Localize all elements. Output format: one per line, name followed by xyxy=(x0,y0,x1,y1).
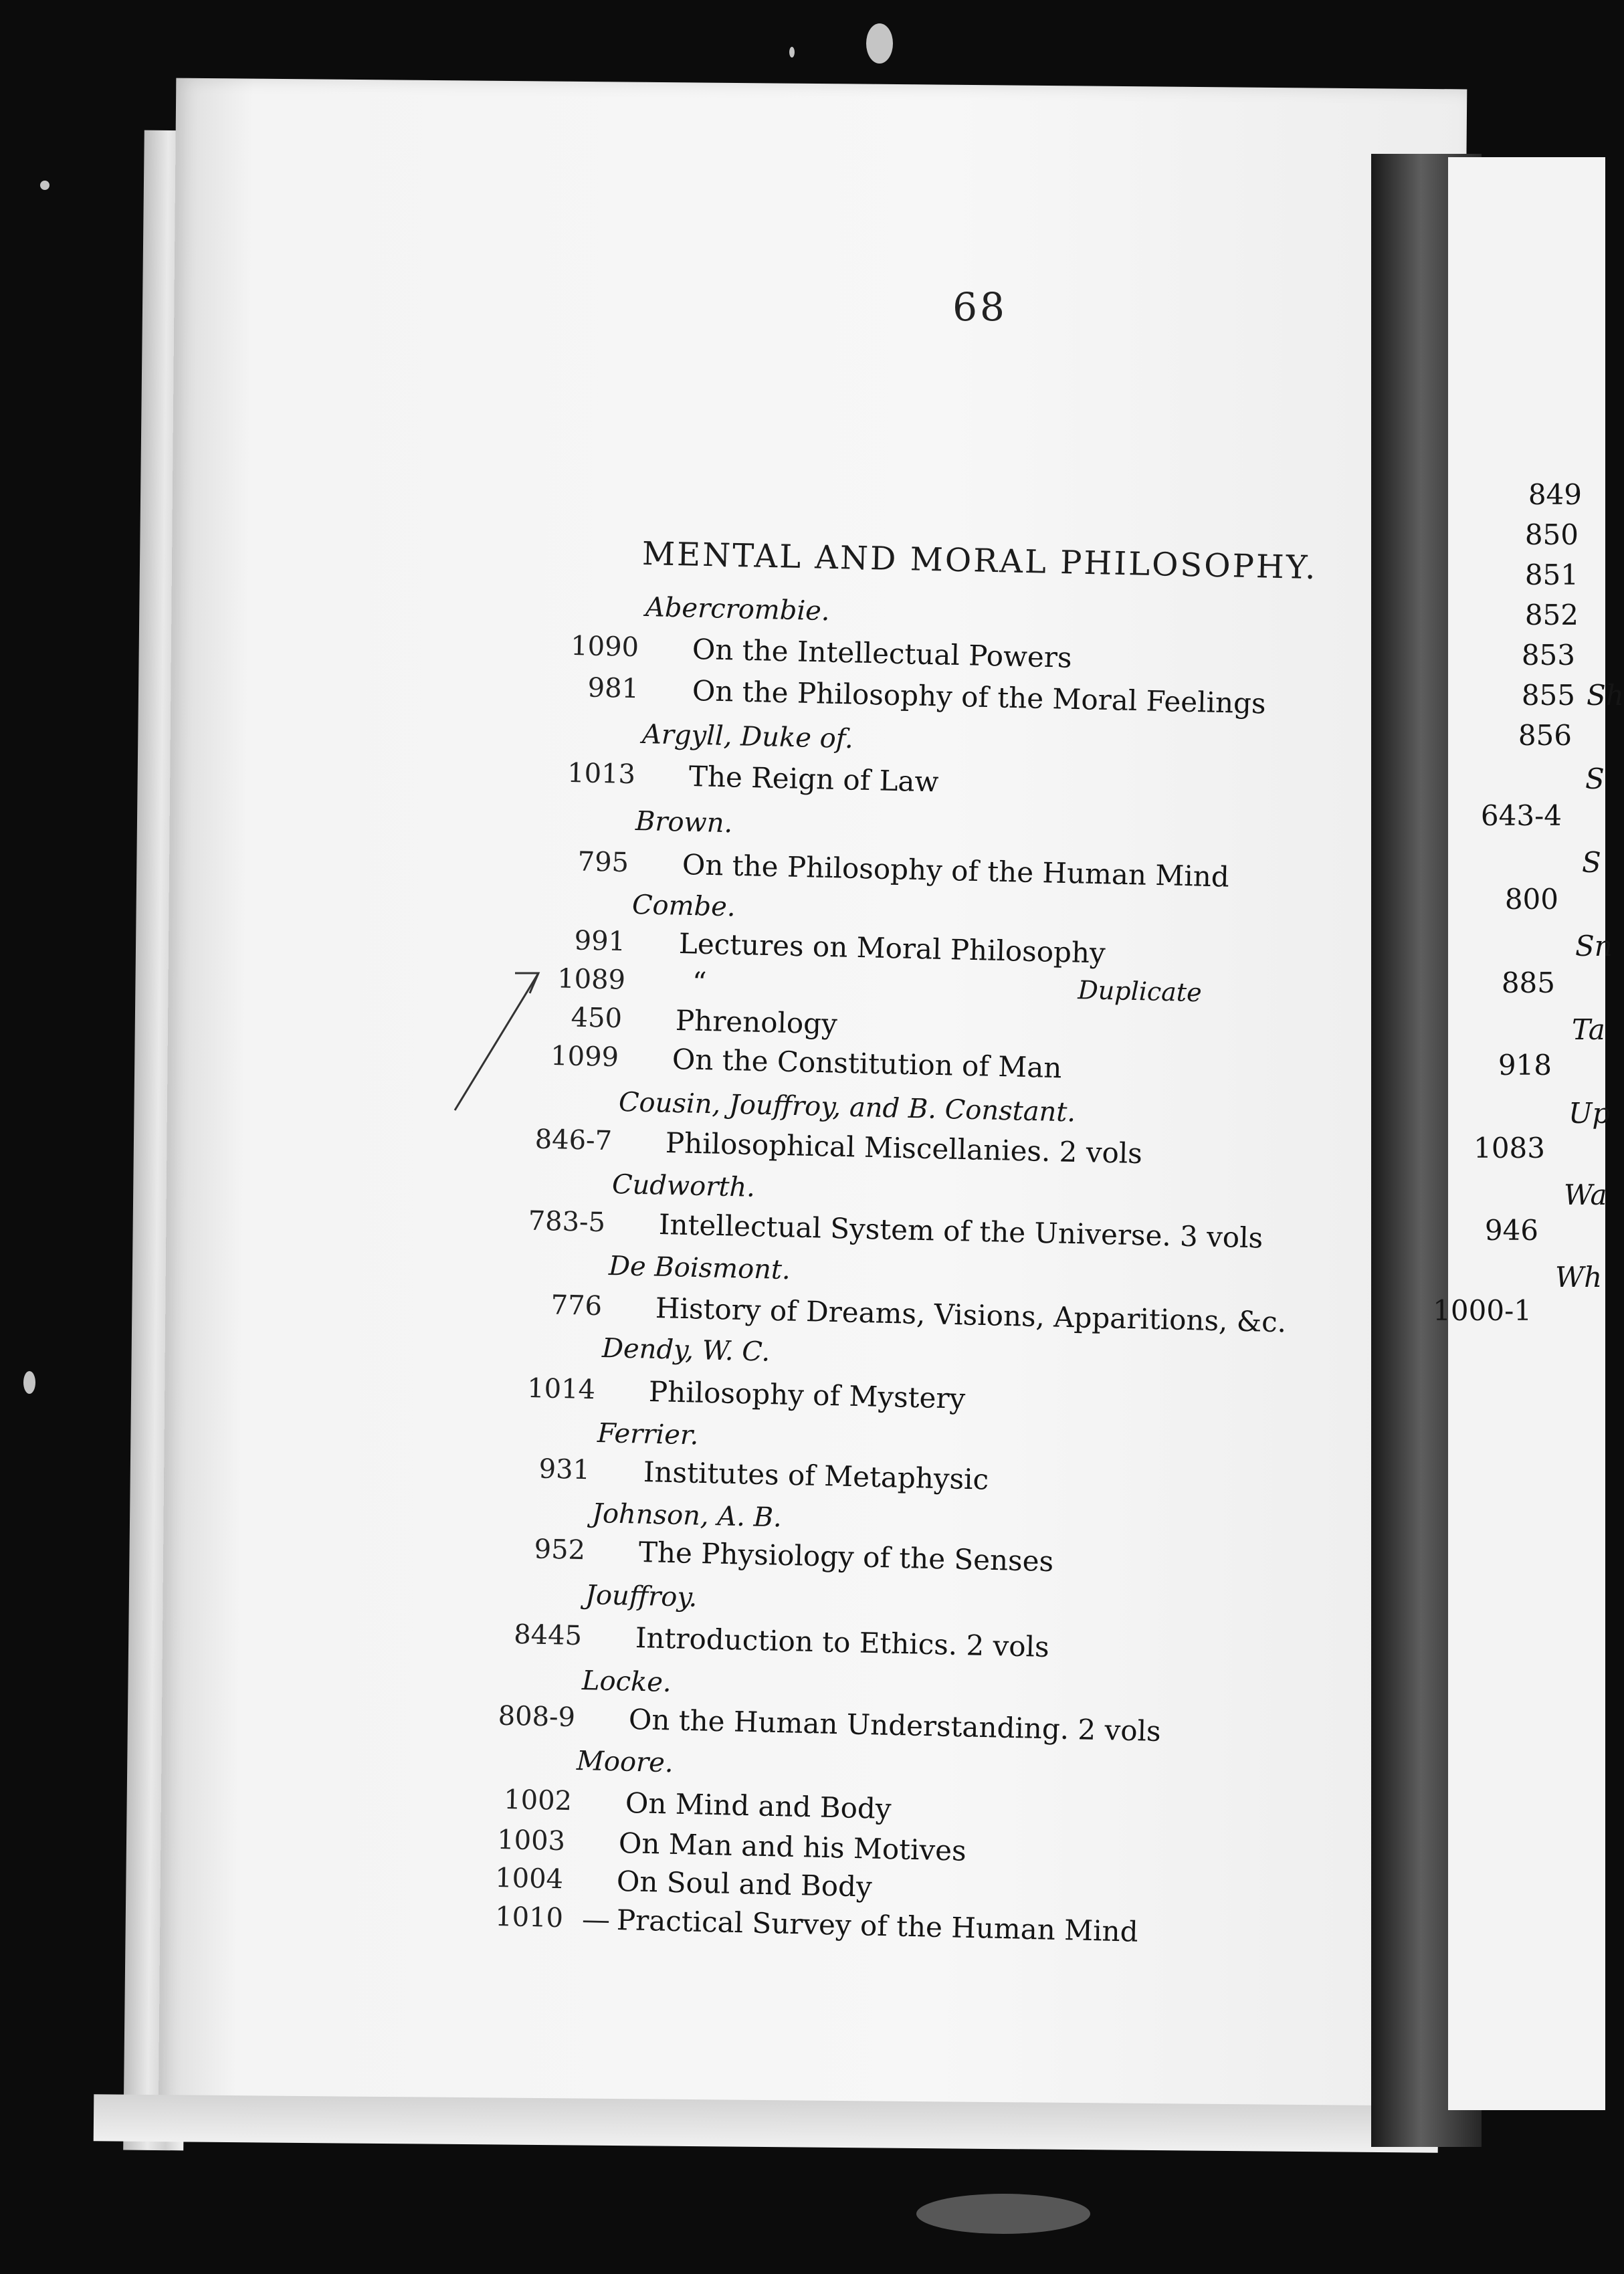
book-title: The Physiology of the Senses xyxy=(638,1536,1054,1578)
author-heading: Ferrier. xyxy=(597,1418,699,1451)
facing-letter-fragment: Sn xyxy=(1575,930,1613,962)
book-title: On Mind and Body xyxy=(625,1786,892,1826)
facing-letter-fragment: Wh xyxy=(1555,1261,1603,1294)
shelf-number: 8445 xyxy=(513,1619,583,1652)
book-title: On the Philosophy of the Human Mind xyxy=(682,848,1230,894)
book-title: On the Constitution of Man xyxy=(672,1043,1062,1085)
section-title: MENTAL AND MORAL PHILOSOPHY. xyxy=(641,535,1318,587)
book-title: History of Dreams, Visions, Apparitions, &c. xyxy=(655,1291,1287,1339)
facing-shelf-number: 850 xyxy=(1524,518,1579,551)
shelf-number: 846-7 xyxy=(534,1124,613,1157)
author-heading: Argyll, Duke of. xyxy=(641,719,854,755)
facing-letter-fragment: Ta xyxy=(1572,1013,1605,1046)
duplicate-note: Duplicate xyxy=(1077,975,1203,1008)
book-title: The Reign of Law xyxy=(688,760,940,799)
shelf-number: 952 xyxy=(534,1534,586,1566)
author-heading: Jouffroy. xyxy=(585,1580,698,1613)
book-title: On Man and his Motives xyxy=(618,1827,967,1867)
facing-shelf-number: 1083 xyxy=(1474,1132,1545,1164)
catalog-entry xyxy=(494,1862,873,1903)
shelf-number: 450 xyxy=(571,1002,623,1035)
author-heading: Cousin, Jouffroy, and B. Constant. xyxy=(618,1087,1076,1128)
shelf-number: 931 xyxy=(538,1453,591,1486)
facing-letter-fragment: S xyxy=(1582,846,1601,879)
shelf-number: 1010 xyxy=(494,1901,564,1934)
shelf-number: 808-9 xyxy=(498,1700,576,1734)
facing-shelf-number: 852 xyxy=(1524,599,1579,631)
book-title: Intellectual System of the Universe. 3 vols xyxy=(658,1208,1263,1255)
shelf-number: 776 xyxy=(550,1289,603,1322)
book-title: On the Human Understanding. 2 vols xyxy=(628,1703,1162,1748)
dust-speck xyxy=(23,1371,35,1394)
shelf-number: 981 xyxy=(587,672,639,705)
page-number: 68 xyxy=(952,284,1007,330)
dust-speck xyxy=(866,23,893,64)
facing-letter-fragment: Up xyxy=(1568,1097,1611,1130)
facing-shelf-number: 855 xyxy=(1521,679,1575,712)
shelf-number: 795 xyxy=(577,846,629,879)
facing-shelf-number: 643-4 xyxy=(1480,799,1562,832)
facing-letter-fragment: Wa xyxy=(1564,1178,1607,1211)
book-title: Institutes of Metaphysic xyxy=(643,1455,989,1496)
book-title: Introduction to Ethics. 2 vols xyxy=(635,1621,1050,1664)
facing-shelf-number: 849 xyxy=(1528,478,1582,511)
book-title: On the Intellectual Powers xyxy=(692,633,1073,674)
shelf-number: 1002 xyxy=(503,1784,573,1817)
catalog-entry xyxy=(550,1040,1062,1085)
facing-letter-fragment: S xyxy=(1585,762,1605,795)
facing-shelf-number: 851 xyxy=(1524,558,1579,591)
pencil-check-mark xyxy=(448,963,542,1117)
dust-speck xyxy=(40,181,49,190)
facing-shelf-number: 885 xyxy=(1501,966,1555,999)
book-title: Practical Survey of the Human Mind xyxy=(616,1903,1139,1948)
shelf-number: 783-5 xyxy=(528,1205,606,1239)
catalog-entry xyxy=(496,1824,967,1867)
facing-shelf-number: 856 xyxy=(1518,719,1572,752)
book-title: Philosophical Miscellanies. 2 vols xyxy=(665,1126,1143,1170)
catalog-entry xyxy=(567,757,940,799)
em-dash: — xyxy=(581,1902,611,1936)
shelf-number: 1090 xyxy=(570,630,639,663)
dust-speck xyxy=(789,47,795,58)
catalog-entry xyxy=(571,1002,838,1041)
book-title: On Soul and Body xyxy=(616,1865,873,1903)
book-title: On the Philosophy of the Moral Feelings xyxy=(692,674,1267,720)
shelf-number: 1004 xyxy=(494,1862,564,1895)
shelf-number: 1013 xyxy=(567,757,636,791)
book-title: Phrenology xyxy=(675,1004,838,1041)
dust-speck xyxy=(916,2194,1090,2234)
catalog-entry xyxy=(570,630,1073,674)
shelf-number: 1014 xyxy=(526,1372,596,1406)
author-heading: Abercrombie. xyxy=(645,592,831,627)
author-heading: Moore. xyxy=(576,1746,674,1779)
facing-shelf-number: 1000-1 xyxy=(1433,1294,1532,1327)
facing-letter-fragment: Sh xyxy=(1587,679,1624,712)
catalog-entry xyxy=(503,1784,892,1826)
author-heading: Johnson, A. B. xyxy=(591,1498,783,1534)
book-title: Philosophy of Mystery xyxy=(648,1375,966,1415)
author-heading: De Boismont. xyxy=(608,1251,791,1286)
author-heading: Locke. xyxy=(581,1665,672,1699)
catalog-entry xyxy=(526,1372,966,1415)
shelf-number: 991 xyxy=(574,925,626,958)
catalog-entry xyxy=(556,963,1203,1008)
author-heading: Cudworth. xyxy=(611,1169,756,1203)
book-title: Lectures on Moral Philosophy xyxy=(678,927,1106,970)
facing-shelf-number: 853 xyxy=(1521,639,1575,671)
facing-shelf-number: 946 xyxy=(1484,1214,1538,1247)
shelf-number: 1003 xyxy=(496,1824,566,1857)
facing-shelf-number: 918 xyxy=(1498,1049,1552,1081)
author-heading: Dendy, W. C. xyxy=(601,1333,771,1368)
author-heading: Combe. xyxy=(631,890,736,923)
author-heading: Brown. xyxy=(635,806,733,839)
ditto-mark: “ xyxy=(692,966,708,999)
shelf-number: 1099 xyxy=(550,1040,619,1073)
shelf-number: 1089 xyxy=(556,963,626,996)
facing-shelf-number: 800 xyxy=(1504,883,1558,916)
catalog-entry xyxy=(538,1453,989,1496)
